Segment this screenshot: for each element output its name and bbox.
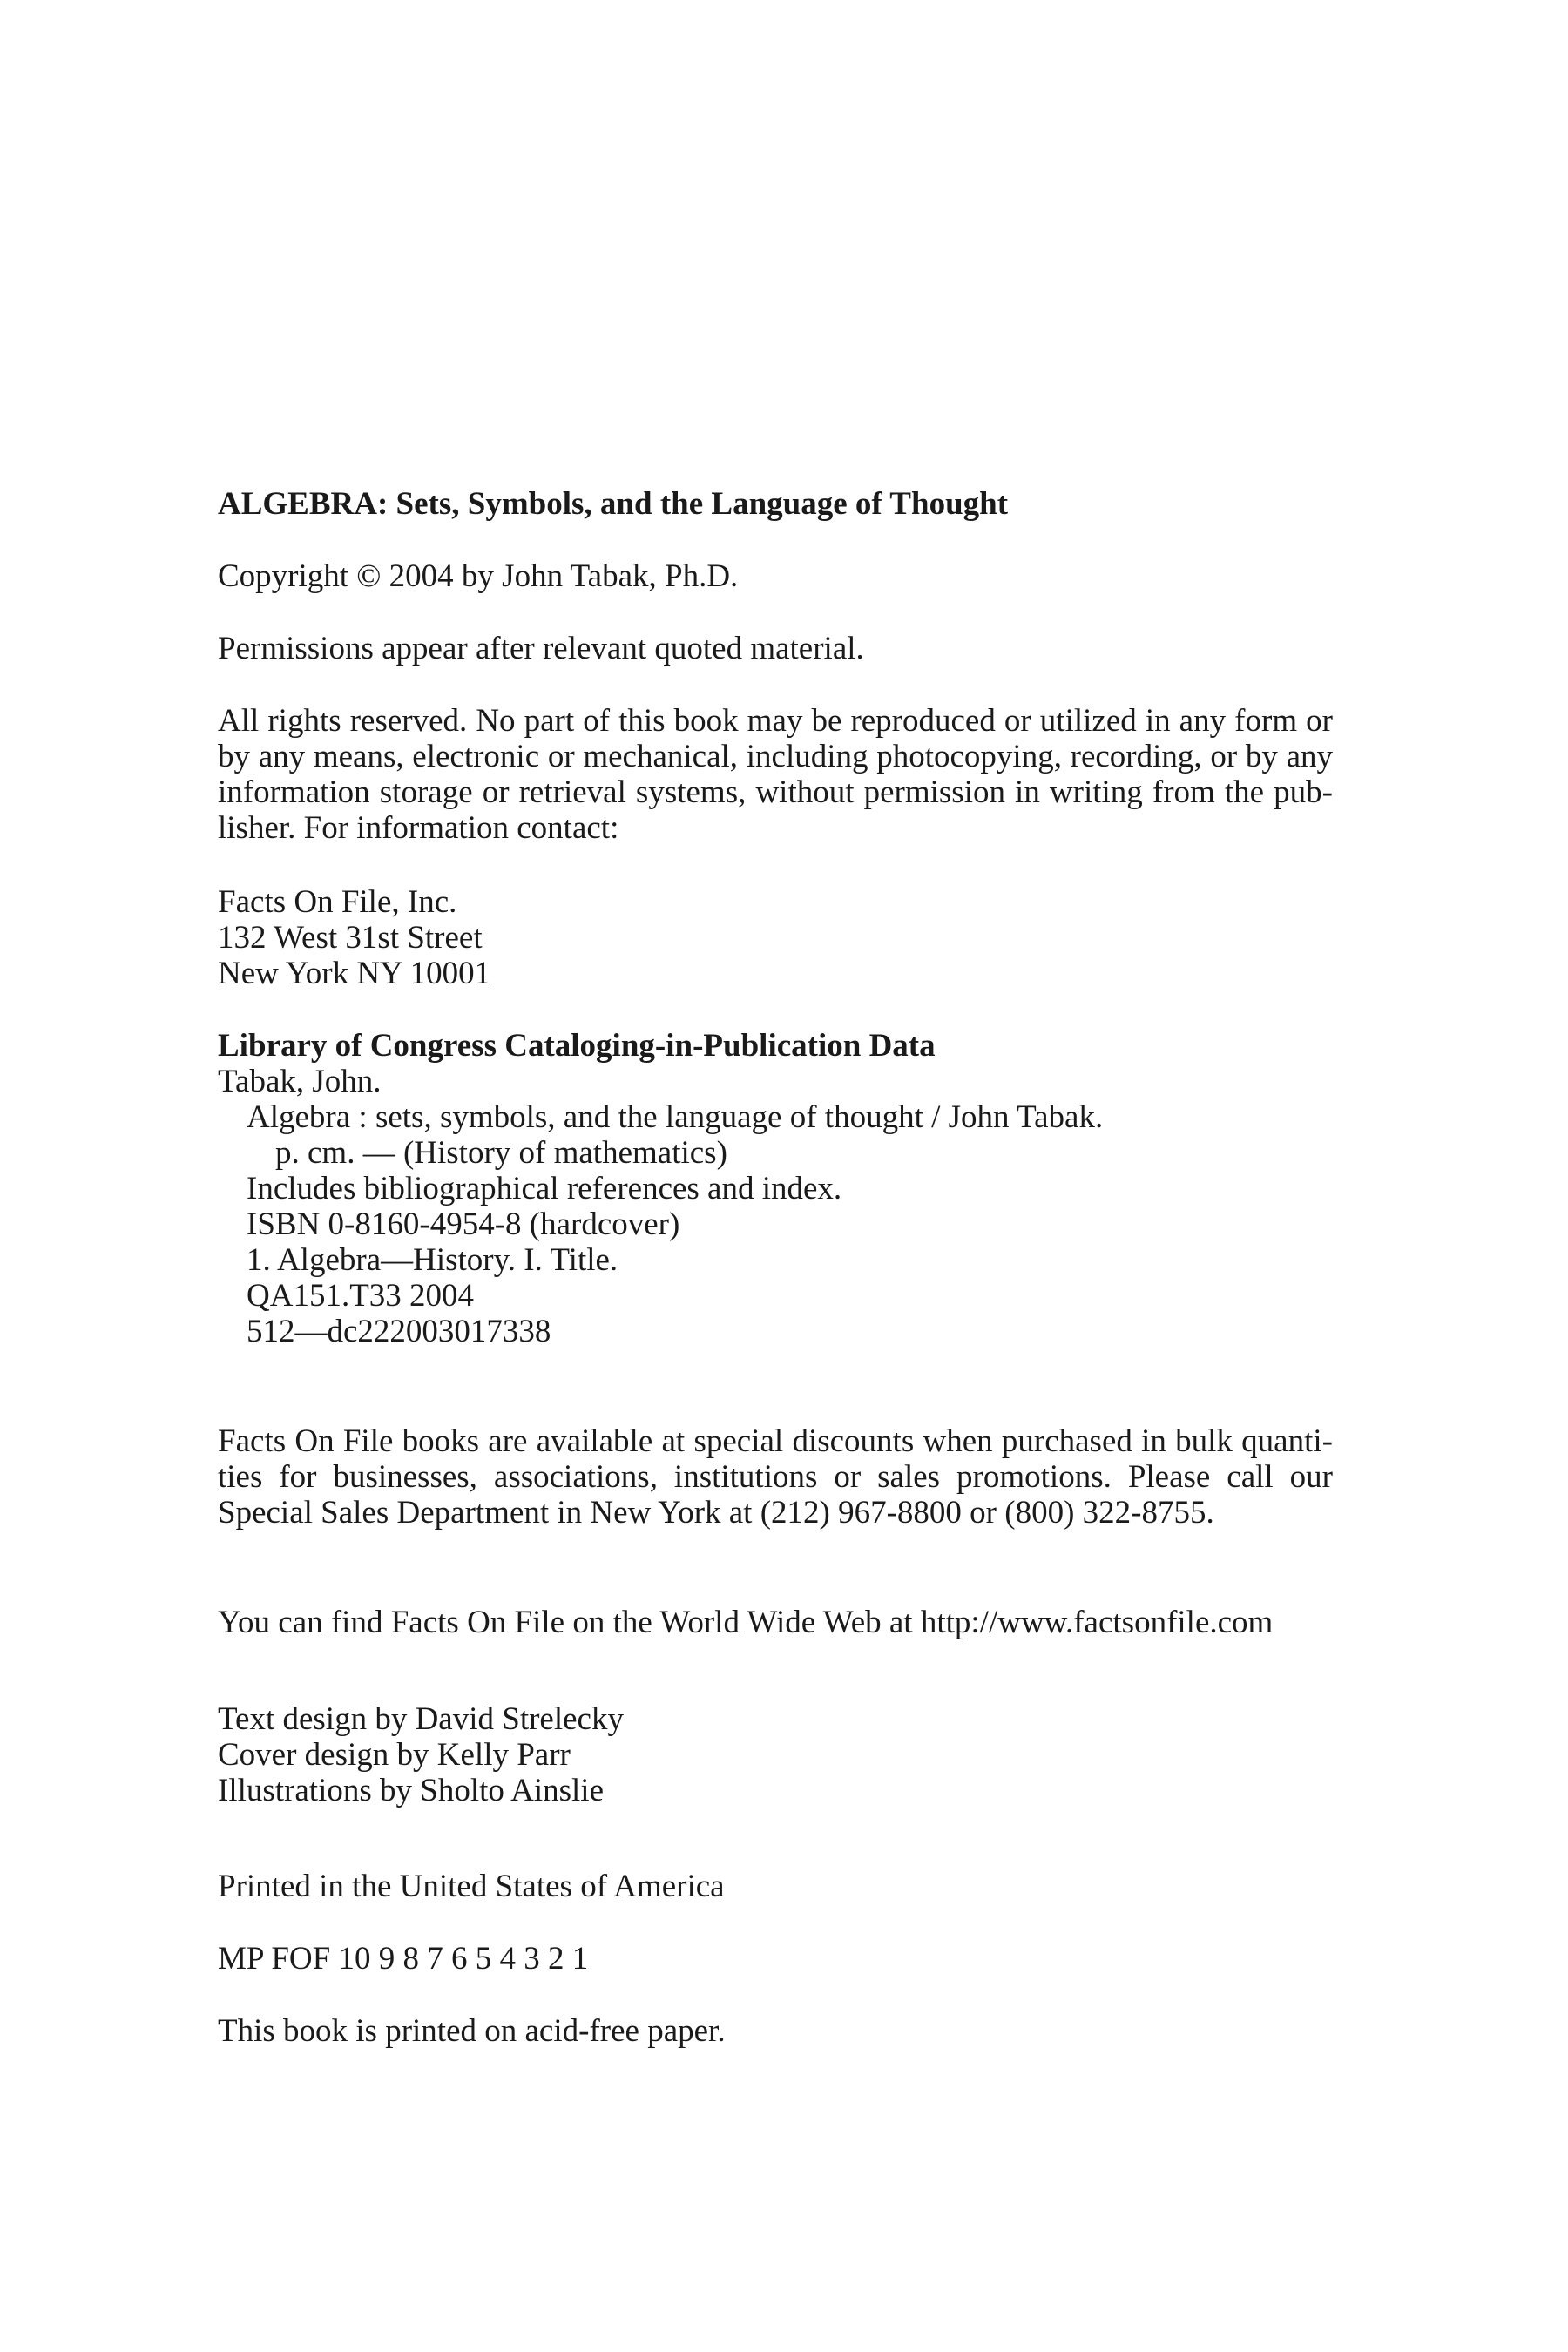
cip-entry: 512—dc222003017338 xyxy=(247,1314,551,1349)
address-line: 132 West 31st Street xyxy=(218,920,483,956)
paper-note: This book is printed on acid-free paper. xyxy=(218,2013,726,2049)
cip-entry: QA151.T33 2004 xyxy=(247,1278,475,1314)
rights-line: by any means, electronic or mechanical, including photocopying, recording, or by any xyxy=(218,739,1333,774)
cip-entry: ISBN 0-8160-4954-8 (hardcover) xyxy=(247,1206,680,1242)
book-title: ALGEBRA: Sets, Symbols, and the Language of Thought xyxy=(218,486,1009,522)
address-line: Facts On File, Inc. xyxy=(218,884,457,920)
permissions-line: Permissions appear after relevant quoted material. xyxy=(218,631,864,666)
special-sales-line: Facts On File books are available at special discounts when purchased in bulk quanti- xyxy=(218,1423,1333,1459)
website-line: You can find Facts On File on the World Wide Web at http://www.factsonfile.com xyxy=(218,1605,1274,1640)
cip-author: Tabak, John. xyxy=(218,1064,382,1099)
rights-line: All rights reserved. No part of this book may be reproduced or utilized in any form or xyxy=(218,703,1333,739)
special-sales-line: Special Sales Department in New York at (212) 967-8800 or (800) 322-8755. xyxy=(218,1495,1214,1531)
cip-heading: Library of Congress Cataloging-in-Publication Data xyxy=(218,1028,936,1064)
cip-pages-series: p. cm. — (History of mathematics) xyxy=(275,1135,727,1171)
credit-line: Text design by David Strelecky xyxy=(218,1701,624,1737)
credit-line: Cover design by Kelly Parr xyxy=(218,1737,571,1773)
rights-line: lisher. For information contact: xyxy=(218,810,619,846)
printing-number-line: MP FOF 10 9 8 7 6 5 4 3 2 1 xyxy=(218,1941,589,1977)
printed-in-line: Printed in the United States of America xyxy=(218,1869,725,1904)
cip-title: Algebra : sets, symbols, and the language of thought / John Tabak. xyxy=(247,1099,1104,1135)
rights-paragraph xyxy=(218,703,1333,846)
copyright-line: Copyright © 2004 by John Tabak, Ph.D. xyxy=(218,558,739,594)
address-line: New York NY 10001 xyxy=(218,956,491,991)
rights-line: information storage or retrieval systems, without permission in writing from the pub- xyxy=(218,774,1333,810)
credit-line: Illustrations by Sholto Ainslie xyxy=(218,1773,604,1808)
special-sales-line: ties for businesses, associations, institutions or sales promotions. Please call our xyxy=(218,1459,1333,1495)
cip-entry: 1. Algebra—History. I. Title. xyxy=(247,1242,618,1278)
cip-entry: Includes bibliographical references and index. xyxy=(247,1171,842,1206)
special-sales-paragraph xyxy=(218,1423,1333,1531)
